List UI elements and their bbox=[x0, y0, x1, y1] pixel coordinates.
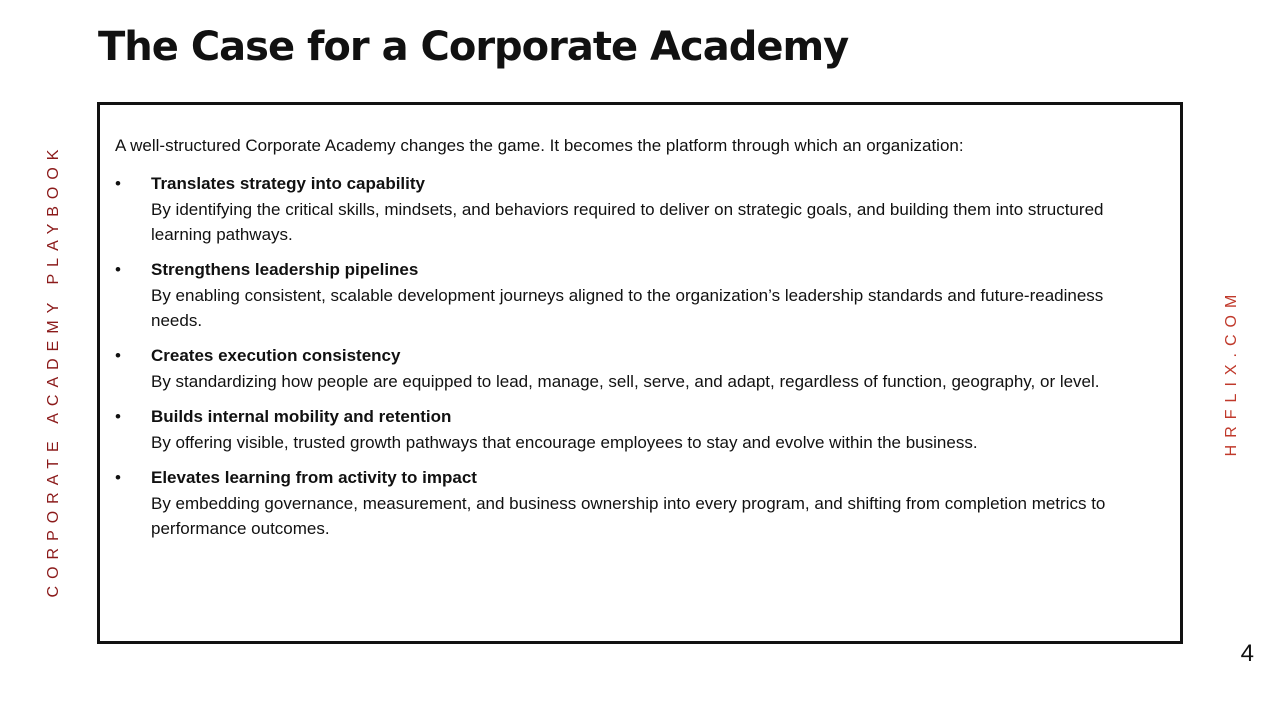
list-item bbox=[115, 343, 1155, 394]
point-title: Strengthens leadership pipelines bbox=[151, 260, 419, 279]
list-item bbox=[115, 257, 1155, 333]
point-title: Translates strategy into capability bbox=[151, 174, 425, 193]
point-body: By standardizing how people are equipped to lead, manage, sell, serve, and adapt, regardless of function, geography, or level. bbox=[151, 372, 1100, 391]
bullet-icon: • bbox=[115, 468, 121, 487]
slide-title: The Case for a Corporate Academy bbox=[98, 24, 849, 70]
point-body: By enabling consistent, scalable development journeys aligned to the organization’s leadership standards and future-readiness needs. bbox=[151, 286, 1104, 330]
point-body: By embedding governance, measurement, and business ownership into every program, and shifting from completion metrics to performance outcomes. bbox=[151, 494, 1106, 538]
bullet-icon: • bbox=[115, 174, 121, 193]
point-title: Creates execution consistency bbox=[151, 346, 401, 365]
bullet-icon: • bbox=[115, 260, 121, 279]
side-label-left: CORPORATE ACADEMY PLAYBOOK bbox=[45, 142, 62, 598]
point-title: Builds internal mobility and retention bbox=[151, 407, 452, 426]
point-title: Elevates learning from activity to impact bbox=[151, 468, 477, 487]
list-item bbox=[115, 171, 1155, 247]
intro-text: A well-structured Corporate Academy changes the game. It becomes the platform through which an organization: bbox=[115, 136, 964, 155]
page-number: 4 bbox=[1240, 640, 1254, 667]
bullet-icon: • bbox=[115, 346, 121, 365]
point-body: By offering visible, trusted growth pathways that encourage employees to stay and evolve within the business. bbox=[151, 433, 978, 452]
content-box bbox=[97, 102, 1183, 644]
point-list bbox=[115, 171, 1155, 551]
list-item bbox=[115, 465, 1155, 541]
side-label-right: HRFLIX.COM bbox=[1223, 287, 1240, 457]
list-item bbox=[115, 404, 1155, 455]
bullet-icon: • bbox=[115, 407, 121, 426]
point-body: By identifying the critical skills, mindsets, and behaviors required to deliver on strategic goals, and building them into structured learning pathways. bbox=[151, 200, 1104, 244]
